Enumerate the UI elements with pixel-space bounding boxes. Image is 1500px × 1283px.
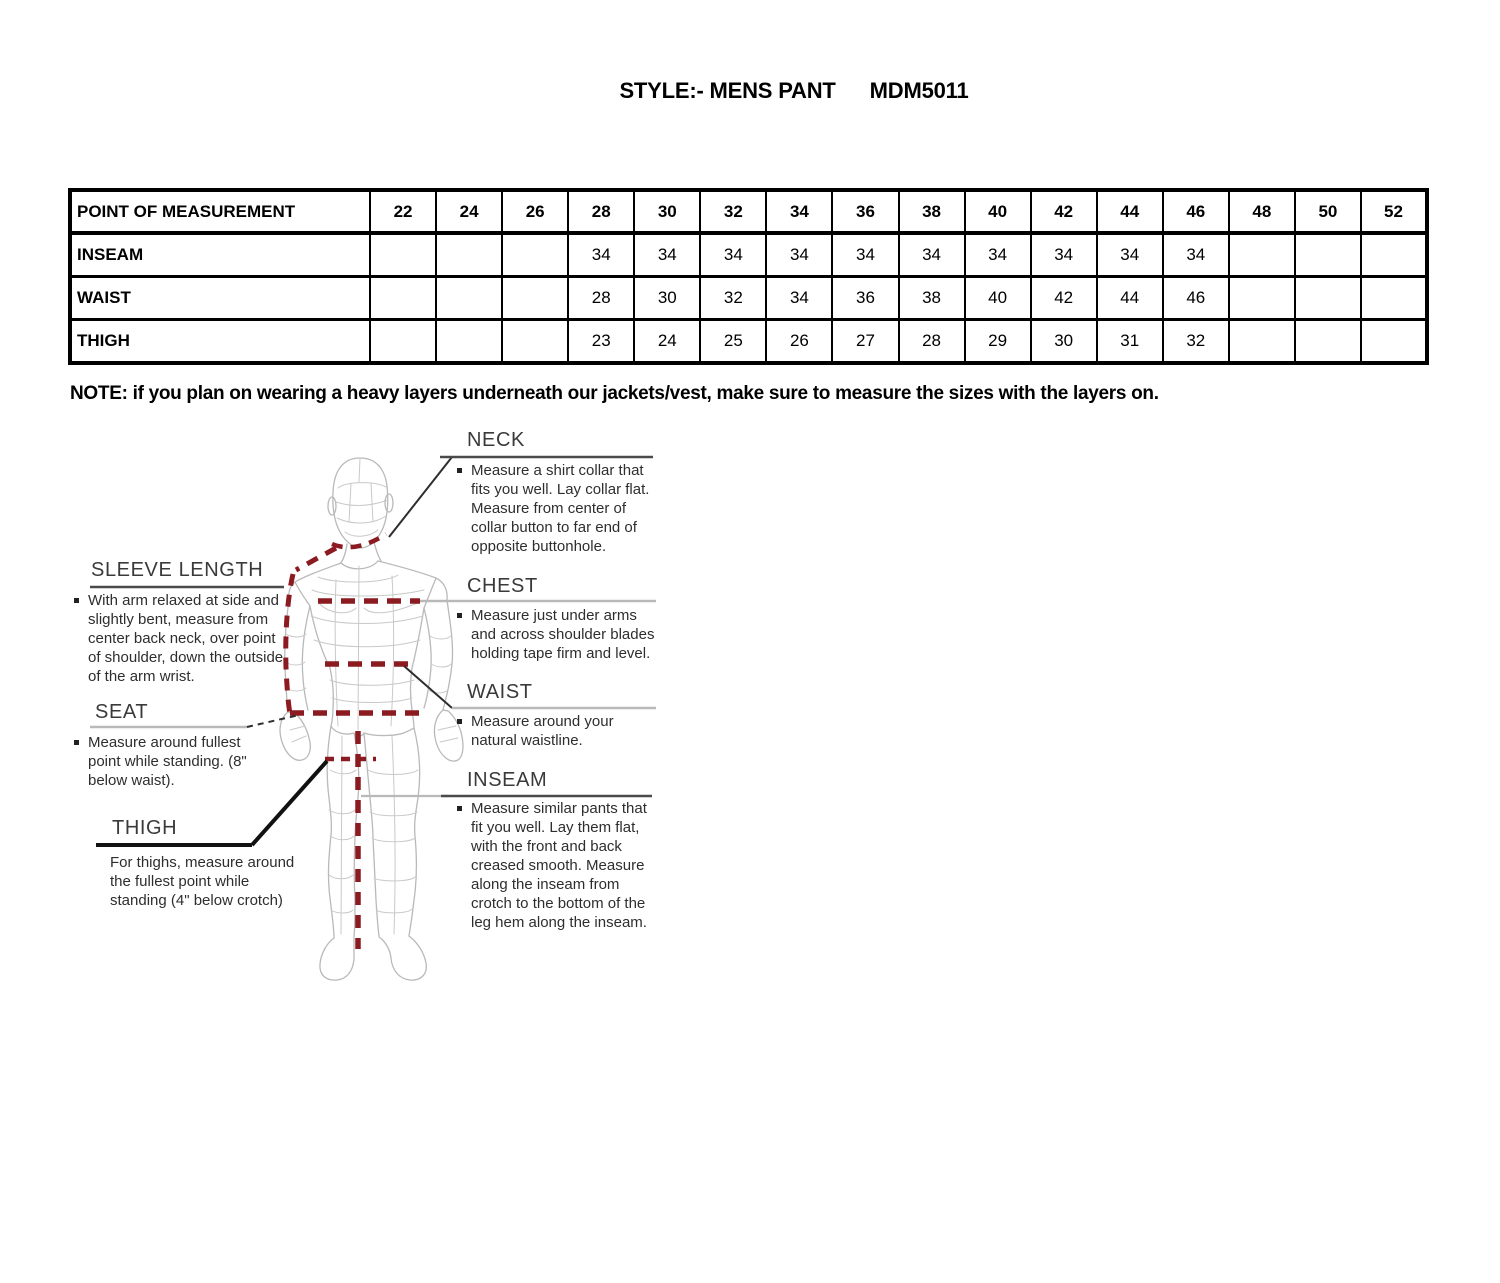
- size-cell: [436, 277, 502, 320]
- size-table-head: [70, 190, 1427, 233]
- size-cell: 36: [832, 277, 898, 320]
- size-cell: 34: [766, 233, 832, 277]
- size-cell: 34: [832, 233, 898, 277]
- size-cell: 34: [1097, 233, 1163, 277]
- neck-description-text: Measure a shirt collar that fits you well. Lay collar flat. Measure from center of collar button to far end of opposite buttonhole.: [471, 462, 650, 555]
- table-row: [70, 320, 1427, 364]
- size-cell: 32: [700, 277, 766, 320]
- thigh-description-text: For thighs, measure around the fullest point while standing (4" below crotch): [110, 854, 295, 909]
- waist-description: [457, 712, 637, 750]
- size-cell: 44: [1097, 277, 1163, 320]
- inseam-heading: INSEAM: [467, 769, 548, 791]
- row-label: INSEAM: [70, 233, 370, 277]
- chest-description-text: Measure just under arms and across shoulder blades holding tape firm and level.: [471, 607, 655, 662]
- size-cell: 30: [1031, 320, 1097, 364]
- seat-description-text: Measure around fullest point while standing. (8" below waist).: [88, 734, 247, 789]
- waist-heading: WAIST: [467, 681, 533, 703]
- seat-heading: SEAT: [95, 701, 149, 723]
- chest-description: [457, 606, 657, 663]
- note-text: NOTE: if you plan on wearing a heavy layers underneath our jackets/vest, make sure to measure the sizes with the layers on.: [70, 383, 1159, 404]
- size-cell: 34: [965, 233, 1031, 277]
- size-cell: 24: [634, 320, 700, 364]
- waist-description-text: Measure around your natural waistline.: [471, 713, 614, 749]
- size-table-body: [70, 233, 1427, 363]
- col-header-size: 42: [1031, 190, 1097, 233]
- size-cell: 34: [1031, 233, 1097, 277]
- row-label: THIGH: [70, 320, 370, 364]
- col-header-size: 40: [965, 190, 1031, 233]
- size-cell: [370, 277, 436, 320]
- style-label: STYLE:- MENS PANT: [619, 78, 836, 103]
- col-header-size: 24: [436, 190, 502, 233]
- col-header-size: 38: [899, 190, 965, 233]
- table-row: [70, 233, 1427, 277]
- size-cell: 34: [700, 233, 766, 277]
- bullet-square-icon: [457, 468, 462, 473]
- size-cell: [1229, 320, 1295, 364]
- size-cell: 29: [965, 320, 1031, 364]
- size-cell: [502, 320, 568, 364]
- table-header-row: [70, 190, 1427, 233]
- size-cell: 34: [568, 233, 634, 277]
- size-cell: 32: [1163, 320, 1229, 364]
- size-cell: 38: [899, 277, 965, 320]
- col-header-size: 50: [1295, 190, 1361, 233]
- size-cell: 40: [965, 277, 1031, 320]
- seat-description: [74, 733, 259, 790]
- neck-connector-line: [389, 457, 452, 537]
- size-cell: 28: [568, 277, 634, 320]
- size-cell: 42: [1031, 277, 1097, 320]
- col-header-size: 52: [1361, 190, 1427, 233]
- size-cell: 26: [766, 320, 832, 364]
- size-cell: [1295, 233, 1361, 277]
- col-header-size: 46: [1163, 190, 1229, 233]
- size-cell: 46: [1163, 277, 1229, 320]
- bullet-square-icon: [457, 613, 462, 618]
- col-header-size: 30: [634, 190, 700, 233]
- table-row: [70, 277, 1427, 320]
- bullet-square-icon: [457, 806, 462, 811]
- thigh-description: [110, 853, 305, 910]
- col-header-size: 44: [1097, 190, 1163, 233]
- size-cell: 28: [899, 320, 965, 364]
- style-code: MDM5011: [869, 78, 969, 103]
- size-cell: [436, 320, 502, 364]
- col-header-size: 34: [766, 190, 832, 233]
- size-cell: 34: [899, 233, 965, 277]
- thigh-heading: THIGH: [112, 817, 178, 839]
- col-header-size: 26: [502, 190, 568, 233]
- size-cell: [370, 320, 436, 364]
- size-cell: [1361, 277, 1427, 320]
- size-cell: [370, 233, 436, 277]
- size-cell: [1229, 277, 1295, 320]
- bullet-square-icon: [457, 719, 462, 724]
- size-cell: [1361, 320, 1427, 364]
- chest-heading: CHEST: [467, 575, 538, 597]
- size-cell: 34: [634, 233, 700, 277]
- size-cell: [1295, 277, 1361, 320]
- sleeve-length-description-text: With arm relaxed at side and slightly bent, measure from center back neck, over point of shoulder, down the outside of the arm wrist.: [88, 592, 284, 685]
- size-cell: 25: [700, 320, 766, 364]
- size-cell: [1361, 233, 1427, 277]
- size-cell: 23: [568, 320, 634, 364]
- size-cell: [1229, 233, 1295, 277]
- row-label: WAIST: [70, 277, 370, 320]
- size-table: [68, 188, 1429, 365]
- size-cell: [436, 233, 502, 277]
- col-header-size: 36: [832, 190, 898, 233]
- size-cell: 31: [1097, 320, 1163, 364]
- sleeve-length-description: [74, 591, 284, 686]
- seat-connector-line: [247, 715, 299, 727]
- neck-heading: NECK: [467, 429, 525, 451]
- col-header-size: 48: [1229, 190, 1295, 233]
- col-header-size: 28: [568, 190, 634, 233]
- neck-description: [457, 461, 652, 556]
- bullet-square-icon: [74, 598, 79, 603]
- size-table-wrap: [68, 188, 1429, 365]
- col-header-size: 32: [700, 190, 766, 233]
- inseam-description-text: Measure similar pants that fit you well. Lay them flat, with the front and back creased smooth. Measure along the inseam from crotch to the bottom of the leg hem along the inseam.: [471, 800, 647, 931]
- sleeve-measure-line: [286, 548, 336, 714]
- inseam-description: [457, 799, 657, 932]
- thigh-connector-line: [252, 761, 327, 845]
- size-cell: [502, 233, 568, 277]
- page-title: [44, 78, 1500, 104]
- size-cell: [1295, 320, 1361, 364]
- body-wireframe-figure: [280, 458, 463, 980]
- size-cell: [502, 277, 568, 320]
- col-header-point-of-measurement: POINT OF MEASUREMENT: [70, 190, 370, 233]
- col-header-size: 22: [370, 190, 436, 233]
- size-cell: 34: [766, 277, 832, 320]
- size-cell: 27: [832, 320, 898, 364]
- size-cell: 30: [634, 277, 700, 320]
- size-cell: 34: [1163, 233, 1229, 277]
- bullet-square-icon: [74, 740, 79, 745]
- sleeve-length-heading: SLEEVE LENGTH: [91, 559, 264, 581]
